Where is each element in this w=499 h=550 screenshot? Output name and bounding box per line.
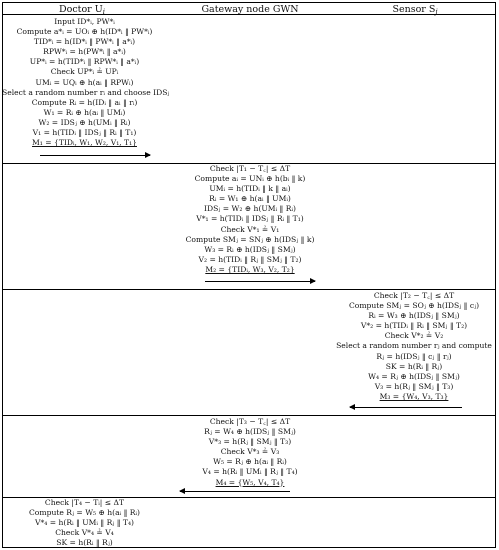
message-m2-label: M₂ = {TIDᵢ, W₃, V₂, T₂} xyxy=(205,264,295,274)
sensor-step: Rᵢ = W₃ ⊕ h(IDSⱼ ‖ SMⱼ) xyxy=(368,311,460,321)
sensor-step: Compute SMⱼ = SOⱼ ⊕ h(IDSⱼ ‖ cⱼ) xyxy=(348,301,480,311)
gateway-step: V*₁ = h(TIDᵢ ‖ IDSⱼ ‖ Rᵢ ‖ T₁) xyxy=(196,214,304,224)
doctor-step: Check UP*ᵢ ≟ UPᵢ xyxy=(50,67,119,77)
doctor-step: Check V*₄ ≟ V₄ xyxy=(55,528,114,538)
arrow-m4-to-doctor xyxy=(180,488,290,496)
arrow-m1-to-gateway xyxy=(40,152,150,160)
sensor-step: V*₂ = h(TIDᵢ ‖ Rᵢ ‖ SMⱼ ‖ T₂) xyxy=(360,321,468,331)
arrow-m3-to-gateway xyxy=(350,404,462,412)
sensor-step: V₃ = h(Rⱼ ‖ SMⱼ ‖ T₃) xyxy=(374,381,454,391)
gateway-step: Check V*₁ ≟ V₁ xyxy=(220,224,280,234)
doctor-step: Compute Rᵢ = h(IDᵢ ‖ aᵢ ‖ rᵢ) xyxy=(31,97,138,107)
gateway-step: W₃ = Rᵢ ⊕ h(IDSⱼ ‖ SMⱼ) xyxy=(204,244,296,254)
header-gateway: Gateway node GWN xyxy=(201,4,299,15)
gateway-step: V*₃ = h(Rⱼ ‖ SMⱼ ‖ T₃) xyxy=(208,437,292,447)
header-doctor xyxy=(2,4,162,16)
doctor-step: W₁ = Rᵢ ⊕ h(aᵢ ‖ UMᵢ) xyxy=(43,107,126,117)
sensor-step: SK = h(Rᵢ ‖ Rⱼ) xyxy=(385,361,443,371)
gateway-phase1-block xyxy=(165,164,335,275)
doctor-step: Compute Rⱼ = W₅ ⊕ h(aᵢ ‖ Rᵢ) xyxy=(29,508,140,518)
doctor-step: TID*ᵢ = h(ID*ᵢ ‖ PW*ᵢ ‖ a*ᵢ) xyxy=(33,37,136,47)
doctor-step: Check |T₄ − Tᵢ| ≤ ΔT xyxy=(44,498,125,507)
doctor-step: Select a random number rᵢ and choose IDSⱼ xyxy=(2,87,170,97)
sensor-step: W₄ = Rⱼ ⊕ h(IDSⱼ ‖ SMⱼ) xyxy=(368,371,460,381)
gateway-step: Rⱼ = W₄ ⊕ h(IDSⱼ ‖ SMⱼ) xyxy=(204,427,296,437)
doctor-step: SK = h(Rᵢ ‖ Rⱼ) xyxy=(56,538,113,548)
gateway-step: Compute SMⱼ = SNⱼ ⊕ h(IDSⱼ ‖ k) xyxy=(185,234,315,244)
gateway-step: V₂ = h(TIDᵢ ‖ Rⱼ ‖ SMⱼ ‖ T₂) xyxy=(198,254,302,264)
gateway-step: IDSⱼ = W₂ ⊕ h(UMᵢ ‖ Rᵢ) xyxy=(204,204,296,214)
divider-3 xyxy=(2,415,496,416)
divider-2 xyxy=(2,289,496,290)
sensor-step: Select a random number rⱼ and compute xyxy=(336,341,492,351)
gateway-step: UMᵢ = h(TIDᵢ ‖ k ‖ aᵢ) xyxy=(209,184,291,194)
gateway-phase2-block xyxy=(165,417,335,488)
doctor-step: RPW*ᵢ = h(PW*ᵢ ‖ a*ᵢ) xyxy=(43,47,126,57)
sensor-step: Check |T₂ − T꜀| ≤ ΔT xyxy=(373,291,455,300)
sensor-step: Rⱼ = h(IDSⱼ ‖ cⱼ ‖ rⱼ) xyxy=(376,351,452,361)
gateway-step: V₄ = h(Rᵢ ‖ UMᵢ ‖ Rⱼ ‖ T₄) xyxy=(202,467,298,477)
doctor-phase1-block xyxy=(2,17,170,148)
message-m3-label: M₃ = {W₄, V₃, T₃} xyxy=(379,391,449,401)
gateway-step: Check V*₃ ≟ V₃ xyxy=(220,447,280,457)
doctor-step: UP*ᵢ = h(TID*ᵢ ‖ RPW*ᵢ ‖ a*ᵢ) xyxy=(29,57,140,67)
header-doctor-label: Doctor U xyxy=(58,4,103,15)
doctor-step: V₁ = h(TIDᵢ ‖ IDSⱼ ‖ Rᵢ ‖ T₁) xyxy=(32,128,137,138)
header-doctor-subscript: i xyxy=(102,8,105,16)
doctor-step: Input ID*ᵢ, PW*ᵢ xyxy=(54,17,115,26)
doctor-phase2-block xyxy=(2,498,167,548)
arrow-m2-to-sensor xyxy=(205,278,315,286)
doctor-step: Compute a*ᵢ = UOᵢ ⊕ h(ID*ᵢ ‖ PW*ᵢ) xyxy=(16,27,153,37)
gateway-step: Rᵢ = W₁ ⊕ h(aᵢ ‖ UMᵢ) xyxy=(209,194,291,204)
doctor-step: UMᵢ = UQᵢ ⊕ h(aᵢ ‖ RPWᵢ) xyxy=(35,77,134,87)
gateway-step: Compute aᵢ = UNᵢ ⊕ h(bᵢ ‖ k) xyxy=(194,174,306,184)
header-sensor-label: Sensor S xyxy=(392,4,436,15)
sensor-phase-block xyxy=(329,291,499,402)
gateway-step: Check |T₃ − T꜀| ≤ ΔT xyxy=(209,417,291,426)
gateway-step: W₅ = Rⱼ ⊕ h(aᵢ ‖ Rᵢ) xyxy=(213,457,287,467)
header-sensor xyxy=(335,4,495,16)
sensor-step: Check V*₂ ≟ V₂ xyxy=(384,331,444,341)
gateway-step: Check |T₁ − T꜀| ≤ ΔT xyxy=(209,164,291,173)
message-m4-label: M₄ = {W₅, V₄, T₄} xyxy=(215,477,285,487)
message-m1-label: M₁ = {TIDᵢ, W₁, W₂, V₁, T₁} xyxy=(32,138,137,148)
doctor-step: V*₄ = h(Rᵢ ‖ UMᵢ ‖ Rⱼ ‖ T₄) xyxy=(35,518,134,528)
doctor-step: W₂ = IDSⱼ ⊕ h(UMᵢ ‖ Rᵢ) xyxy=(38,117,131,127)
header-sensor-subscript: j xyxy=(435,8,438,16)
